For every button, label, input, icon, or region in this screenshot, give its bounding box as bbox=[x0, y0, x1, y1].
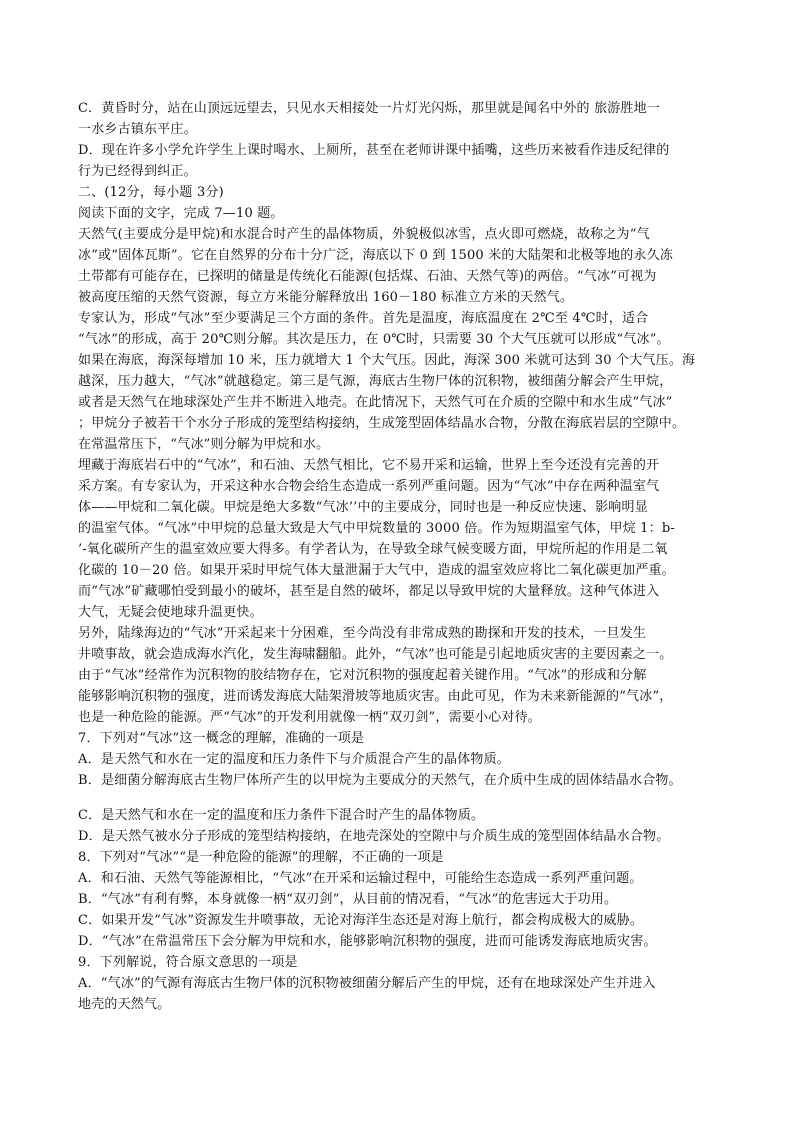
text-line: 由于“气冰”经常作为沉积物的胶结物存在，它对沉积物的强度起着关键作用。“气冰”的形成和分解 bbox=[78, 668, 647, 683]
text-line: 7．下列对“气冰”这一概念的理解，准确的一项是 bbox=[78, 731, 365, 746]
text-line: C．黄昏时分，站在山顶远远望去，只见水天相接处一片灯光闪烁，那里就是闻名中外的 旅游胜地一 bbox=[78, 101, 661, 116]
text-line: “气冰”的形成，高于 20℃则分解。其次是压力，在 0℃时，只需要 30 个大气压就可以形成“气冰”。 bbox=[78, 332, 670, 347]
text-line: 专家认为，形成“气冰”至少要满足三个方面的条件。首先是温度，海底温度在 2℃至 4℃时，适合 bbox=[78, 311, 649, 326]
text-line: D．是天然气被水分子形成的笼型结构接纳，在地壳深处的空隙中与介质生成的笼型固体结晶水合物。 bbox=[78, 829, 670, 844]
text-line: B．是细菌分解海底古生物尸体所产生的以甲烷为主要成分的天然气，在介质中生成的固体结晶水合物。 bbox=[78, 773, 682, 788]
text-line: 井喷事故，就会造成海水汽化，发生海啸翻船。此外，“气冰”也可能是引起地质灾害的主要因素之一。 bbox=[78, 647, 673, 662]
text-line: 行为已经得到纠正。 bbox=[78, 164, 197, 179]
text-line: 越深，压力越大，“气冰”就越稳定。第三是气源，海底古生物尸体的沉积物，被细菌分解会产生甲烷， bbox=[78, 374, 673, 389]
text-line: 另外，陆缘海边的“气冰”开采起来十分困难，至今尚没有非常成熟的勘探和开发的技术，一旦发生 bbox=[78, 626, 647, 641]
text-line: 冰”或“固体瓦斯”。它在自然界的分布十分广泛，海底以下 0 到 1500 米的大陆架和北极等地的永久冻 bbox=[78, 248, 674, 263]
text-line: 埋藏于海底岩石中的“气冰”，和石油、天然气相比，它不易开采和运输，世界上至今还没有完善的开 bbox=[78, 458, 660, 473]
text-line: 一水乡古镇东平庄。 bbox=[78, 122, 197, 137]
text-line: 大气，无疑会使地球升温更快。 bbox=[78, 605, 263, 620]
text-line: 在常温常压下，“气冰”则分解为甲烷和水。 bbox=[78, 437, 330, 452]
text-line: 土带都有可能存在，已探明的储量是传统化石能源(包括煤、石油、天然气等)的两倍。“气冰”可视为 bbox=[78, 269, 657, 284]
text-line: A．和石油、天然气等能源相比，“气冰”在开采和运输过程中，可能给生态造成一系列严重问题。 bbox=[78, 871, 643, 886]
text-line: 能够影响沉积物的强度，进而诱发海底大陆架滑坡等地质灾害。由此可见，作为未来新能源的“气冰”， bbox=[78, 689, 673, 704]
text-line: 天然气(主要成分是甲烷)和水混合时产生的晶体物质，外貌极似冰雪，点火即可燃烧，故称之为“气 bbox=[78, 227, 650, 242]
text-line: ’-氧化碳所产生的温室效应要大得多。有学者认为，在导致全球气候变暖方面，甲烷所起的作用是二氧 bbox=[78, 542, 668, 557]
text-line: 被高度压缩的天然气资源，每立方米能分解释放出 160－180 标准立方米的天然气。 bbox=[78, 290, 574, 305]
text-line: 9．下列解说，符合原文意思的一项是 bbox=[78, 955, 298, 970]
text-line: 化碳的 10－20 倍。如果开采时甲烷气体大量泄漏于大气中，造成的温室效应将比二氧化碳更加严重。 bbox=[78, 563, 675, 578]
text-line: C．如果开发“气冰”资源发生井喷事故，无论对海洋生态还是对海上航行，都会构成极大的威胁。 bbox=[78, 913, 644, 928]
text-line: 也是一种危险的能源。严“气冰”的开发利用就像一柄“双刃剑”，需要小心对待。 bbox=[78, 710, 541, 725]
text-line: ；甲烷分子被若干个水分子形成的笼型结构接纳，生成笼型固体结晶水合物，分散在海底岩层的空隙中。 bbox=[78, 416, 686, 431]
text-line: 采方案。有专家认为，开采这种水合物会给生态造成一系列严重问题。因为“气冰”中存在两种温室气 bbox=[78, 479, 660, 494]
blank-gap bbox=[78, 791, 718, 805]
text-line: 8．下列对“气冰”“是一种危险的能源”的理解，不正确的一项是 bbox=[78, 850, 444, 865]
text-line: 而“气冰”矿藏哪怕受到最小的破坏，甚至是自然的破坏，都足以导致甲烷的大量释放。这种气体进入 bbox=[78, 584, 660, 599]
text-line: A．“气冰”的气源有海底古生物尸体的沉积物被细菌分解后产生的甲烷，还有在地球深处产生并进入 bbox=[78, 976, 656, 991]
text-line: 的温室气体。“气冰”中甲烷的总量大致是大气中甲烷数量的 3000 倍。作为短期温室气体，甲烷 1：b- bbox=[78, 521, 675, 536]
text-line: 地壳的天然气。 bbox=[78, 997, 171, 1012]
text-line: 或者是天然气在地球深处产生并不断进入地壳。在此情况下，天然气可在介质的空隙中和水生成“气冰” bbox=[78, 395, 673, 410]
text-line: 如果在海底，海深每增加 10 米，压力就增大 1 个大气压。因此，海深 300 米就可达到 30 个大气压。海 bbox=[78, 353, 696, 368]
document-body bbox=[78, 98, 718, 1015]
text-line: B．“气冰”有利有弊，本身就像一柄“双刃剑”，从目前的情况看，“气冰”的危害远大于功用。 bbox=[78, 892, 618, 907]
text-line: 阅读下面的文字，完成 7—10 题。 bbox=[78, 206, 284, 221]
text-line: D．现在许多小学允许学生上课时喝水、上厕所，甚至在老师讲课中插嘴，这些历来被看作违反纪律的 bbox=[78, 143, 670, 158]
text-line: 体——甲烷和二氧化碳。甲烷是绝大多数“气冰’’中的主要成分，同时也是一种反应快速、影响明显 bbox=[78, 500, 648, 515]
text-line: D．“气冰”在常温常压下会分解为甲烷和水，能够影响沉积物的强度，进而可能诱发海底地质灾害。 bbox=[78, 934, 657, 949]
text-line: 二、(12分，每小题 3分) bbox=[78, 185, 224, 200]
text-line: C．是天然气和水在一定的温度和压力条件下混合时产生的晶体物质。 bbox=[78, 808, 485, 823]
text-line: A．是天然气和水在一定的温度和压力条件下与介质混合产生的晶体物质。 bbox=[78, 752, 510, 767]
